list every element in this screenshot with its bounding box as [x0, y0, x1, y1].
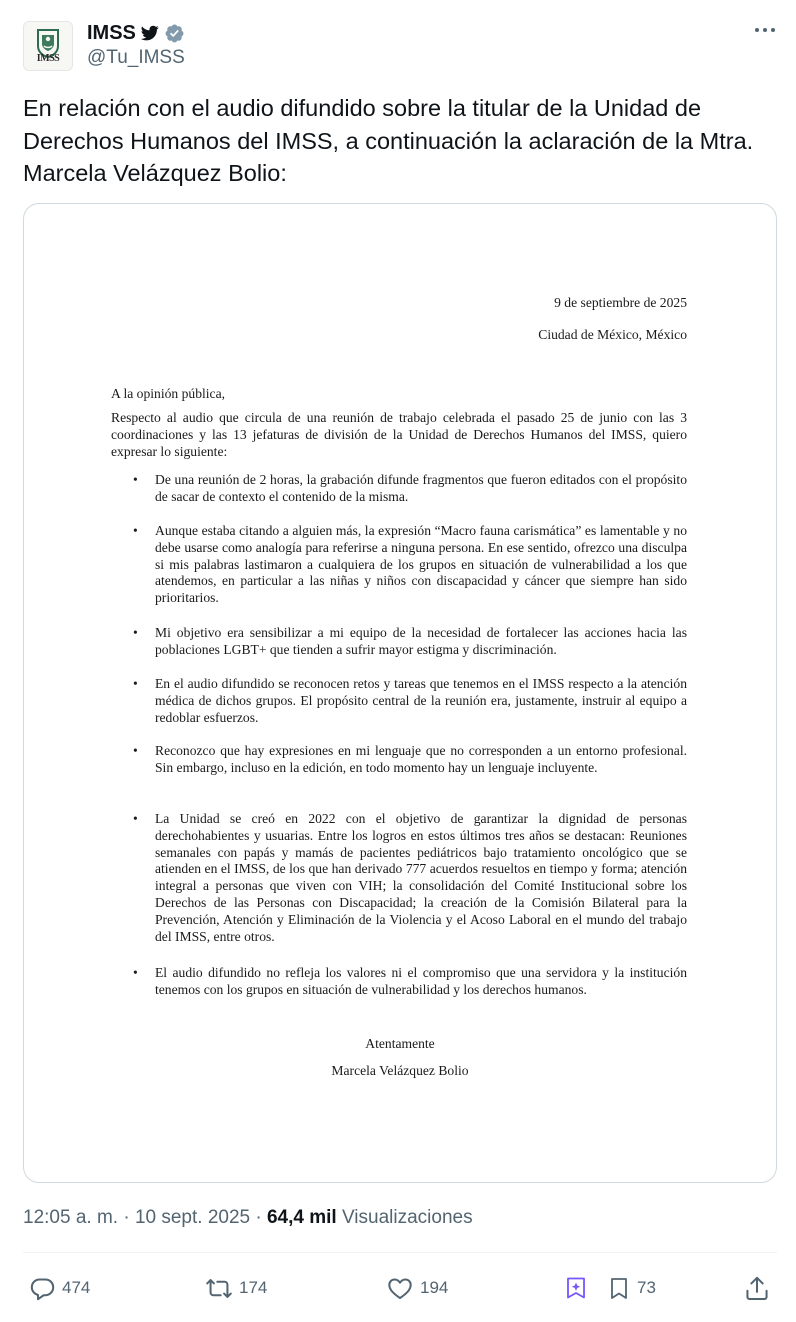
like-count: 194: [420, 1278, 449, 1297]
tweet-timestamp[interactable]: 12:05 a. m. · 10 sept. 2025 ·: [23, 1207, 267, 1228]
reply-button[interactable]: [29, 1270, 90, 1306]
document-bullet: • La Unidad se creó en 2022 con el objetivo de garantizar la dignidad de personas derechohabientes y usuarias. Entre los logros en estos últimos tres años se destacan: Reuniones semanales con papás y mamás de pacientes pediátricos bajo tratamiento oncológico que se atienden en el IMSS, de los que han derivado 777 acuerdos resueltos en tiempo y forma; atención integral a personas que viven con VIH; la consolidación del Comité Institucional sobre los Derechos de las Personas con Discapacidad; la creación de la Comisión Bilateral para la Prevención, Atención y Eliminación de la Violencia y el Acoso Laboral en el mundo del trabajo del IMSS, entre otros.: [133, 811, 687, 944]
divider: [23, 1252, 777, 1253]
document-date: 9 de septiembre de 2025: [554, 295, 687, 310]
like-button[interactable]: [386, 1270, 448, 1306]
bullet-text: En el audio difundido se reconocen retos y tareas que tenemos en el IMSS respecto a la atención médica de dichos grupos. El propósito central de la reunión era, justamente, instruir al equipo a redoblar esfuerzos.: [155, 676, 687, 725]
statement-document: [24, 204, 776, 1182]
heart-icon: [386, 1275, 414, 1302]
reply-count: 474: [62, 1278, 91, 1297]
bullet-text: Reconozco que hay expresiones en mi lenguaje que no corresponden a un entorno profesional. Sin embargo, incluso en la edición, en todo momento hay un lenguaje incluyente.: [155, 743, 687, 775]
tweet-text: En relación con el audio difundido sobre la titular de la Unidad de Derechos Humanos del IMSS, a continuación la aclaración de la Mtra. Marcela Velázquez Bolio:: [23, 95, 754, 186]
bullet-text: De una reunión de 2 horas, la grabación difunde fragmentos que fueron editados con el propósito de sacar de contexto el contenido de la misma.: [155, 472, 687, 504]
verified-badge-icon[interactable]: [164, 23, 185, 44]
document-greeting: A la opinión pública,: [111, 386, 226, 401]
document-city: Ciudad de México, México: [538, 327, 687, 342]
action-bar: [0, 1270, 796, 1306]
views-label: Visualizaciones: [336, 1207, 473, 1228]
reply-icon: [29, 1275, 56, 1302]
bookmark-button[interactable]: [607, 1270, 656, 1306]
document-bullet: • De una reunión de 2 horas, la grabación difunde fragmentos que fueron editados con el propósito de sacar de contexto el contenido de la misma.: [133, 472, 687, 504]
bookmark-icon: [607, 1275, 631, 1302]
avatar[interactable]: [23, 21, 73, 71]
account-name[interactable]: IMSS: [87, 21, 136, 44]
document-bullet: • En el audio difundido se reconocen retos y tareas que tenemos en el IMSS respecto a la atención médica de dichos grupos. El propósito central de la reunión era, justamente, instruir al equipo a redoblar esfuerzos.: [133, 676, 687, 725]
document-intro: Respecto al audio que circula de una reunión de trabajo celebrada el pasado 25 de junio con las 3 coordinaciones y las 13 jefaturas de división de la Unidad de Derechos Humanos del IMSS, quiero expresar lo siguiente:: [111, 410, 687, 459]
bullet-text: La Unidad se creó en 2022 con el objetivo de garantizar la dignidad de personas derechohabientes y usuarias. Entre los logros en estos últimos tres años se destacan: Reuniones semanales con papás y mamás de pacientes pediátricos bajo tratamiento oncológico que se atienden en el IMSS, de los que han derivado 777 acuerdos resueltos en tiempo y forma; atención integral a personas que viven con VIH; la consolidación del Comité Institucional sobre los Derechos de las Personas con Discapacidad; la creación de la Comisión Bilateral para la Prevención, Atención y Eliminación de la Violencia y el Acoso Laboral en el mundo del trabajo del IMSS, entre otros.: [155, 811, 687, 944]
bullet-text: Mi objetivo era sensibilizar a mi equipo de la necesidad de fortalecer las acciones hacia las poblaciones LGBT+ que tienden a sufrir mayor estigma y discriminación.: [155, 625, 687, 657]
grok-button[interactable]: [565, 1270, 587, 1306]
document-bullet: • Mi objetivo era sensibilizar a mi equipo de la necesidad de fortalecer las acciones hacia las poblaciones LGBT+ que tienden a sufrir mayor estigma y discriminación.: [133, 625, 687, 657]
share-icon: [743, 1275, 771, 1302]
account-handle[interactable]: @Tu_IMSS: [87, 47, 185, 68]
document-closing: Atentamente: [365, 1036, 435, 1051]
bullet-text: Aunque estaba citando a alguien más, la expresión “Macro fauna carismática” es lamentable y no debe usarse como analogía para referirse a ninguna persona. En ese sentido, ofrezco una disculpa si mis palabras lastimaron a cualquiera de los grupos en situación de vulnerabilidad a los que atendemos, en particular a las niñas y niños con discapacidad y cáncer que siempre han sido prioritarios.: [155, 523, 687, 606]
tweet-meta: [23, 1207, 473, 1229]
bullet-text: El audio difundido no refleja los valores ni el compromiso que una servidora y la institución tenemos con los grupos en situación de vulnerabilidad y los derechos humanos.: [155, 965, 687, 997]
views-count: 64,4 mil: [266, 1207, 337, 1228]
bookmark-count: 73: [637, 1278, 656, 1297]
repost-icon: [205, 1275, 233, 1302]
grok-bookmark-spark-icon: [565, 1276, 587, 1300]
tweet-header: [0, 0, 796, 82]
repost-button[interactable]: [205, 1270, 267, 1306]
document-bullet: • Reconozco que hay expresiones en mi lenguaje que no corresponden a un entorno profesional. Sin embargo, incluso en la edición, en todo momento hay un lenguaje incluyente.: [133, 743, 687, 775]
twitter-bird-icon: [140, 24, 160, 42]
document-bullet: • El audio difundido no refleja los valores ni el compromiso que una servidora y la institución tenemos con los grupos en situación de vulnerabilidad y los derechos humanos.: [133, 965, 687, 997]
document-signature: Marcela Velázquez Bolio: [331, 1063, 469, 1078]
avatar-caption: IMSS: [36, 53, 60, 64]
more-options-icon[interactable]: [752, 20, 778, 40]
share-button[interactable]: [743, 1270, 771, 1306]
attached-image[interactable]: [23, 203, 777, 1183]
name-row: [87, 20, 185, 46]
repost-count: 174: [239, 1278, 268, 1297]
document-bullet: • Aunque estaba citando a alguien más, la expresión “Macro fauna carismática” es lamentable y no debe usarse como analogía para referirse a ninguna persona. En ese sentido, ofrezco una disculpa si mis palabras lastimaron a cualquiera de los grupos en situación de vulnerabilidad a los que atendemos, en particular a las niñas y niños con discapacidad y cáncer que siempre han sido prioritarios.: [133, 523, 687, 606]
